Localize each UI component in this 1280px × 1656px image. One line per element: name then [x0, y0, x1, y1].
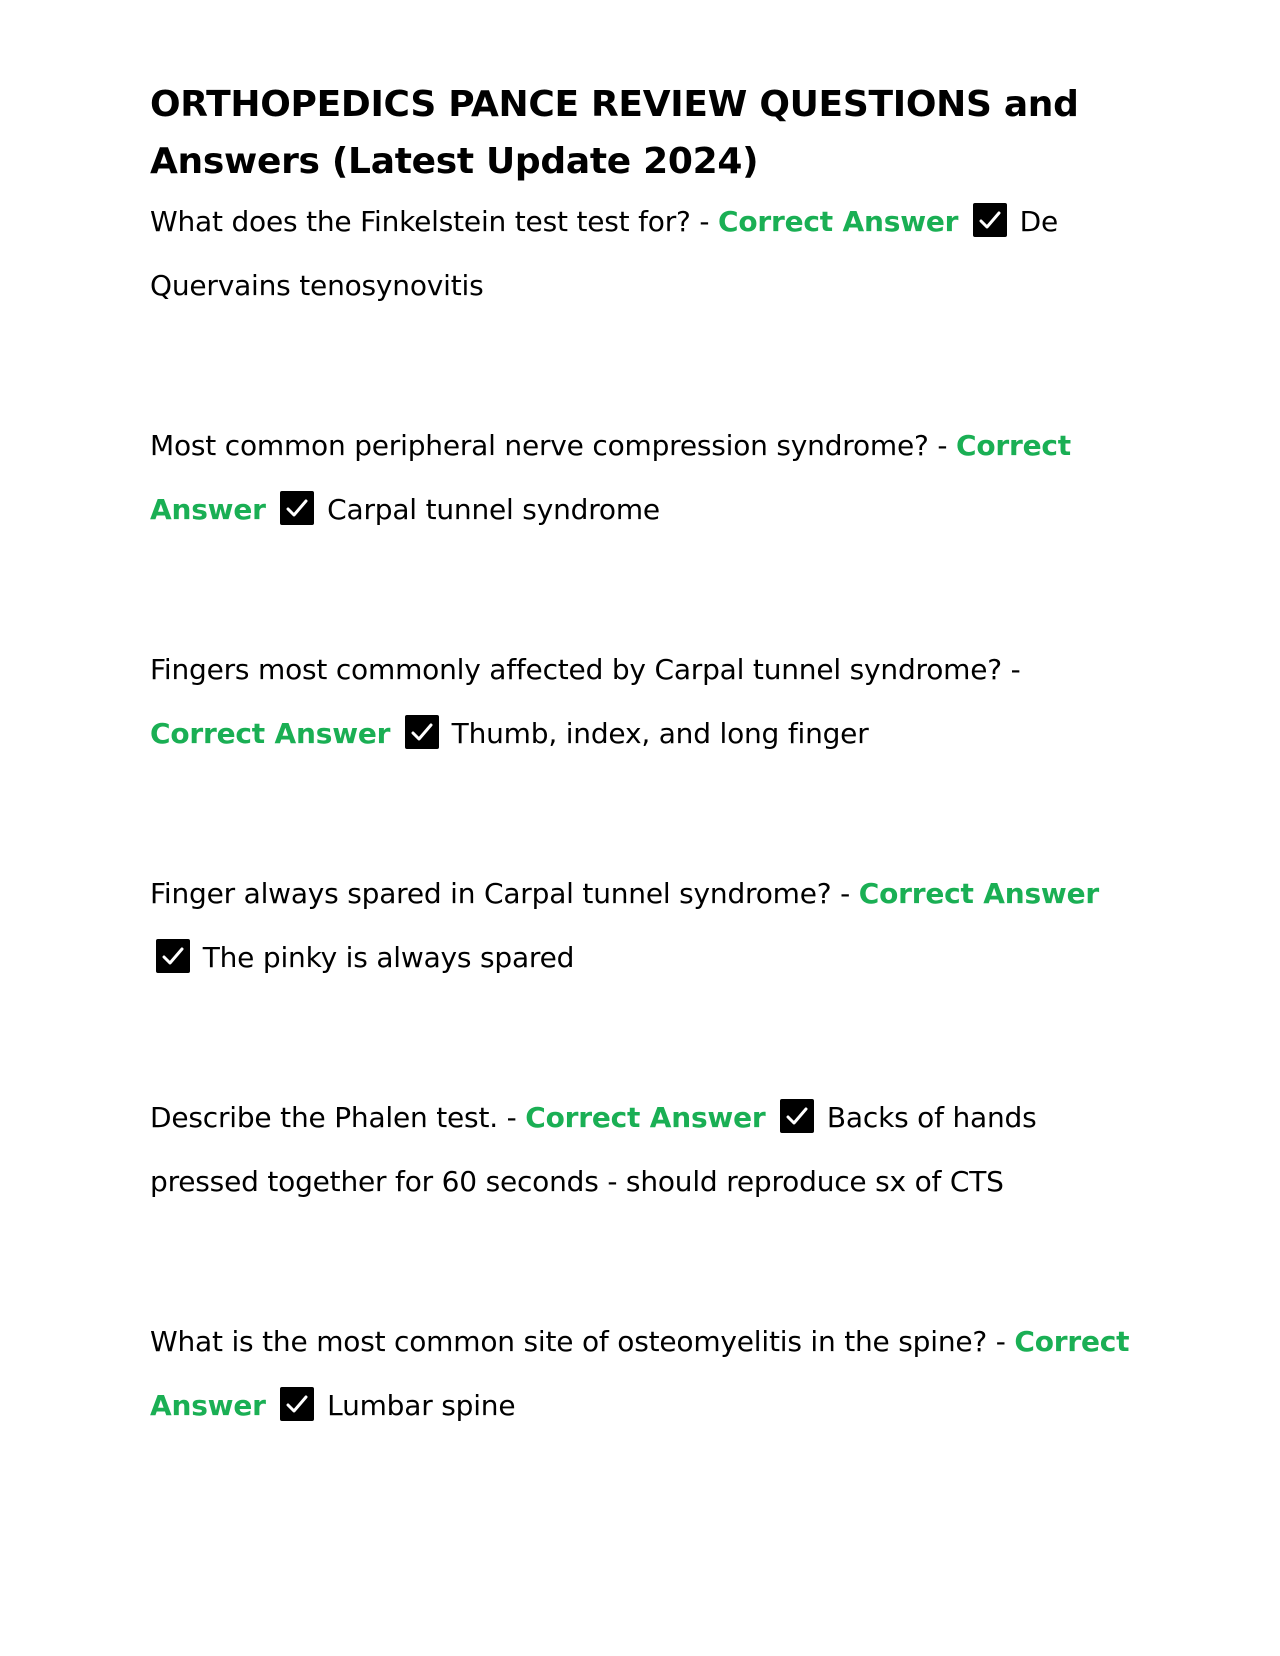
check-box-icon: [780, 1099, 814, 1133]
answer-text: The pinky is always spared: [202, 941, 575, 974]
answer-text: Lumbar spine: [327, 1389, 516, 1422]
qa-item: [150, 1086, 1135, 1214]
check-box-icon: [280, 491, 314, 525]
qa-item: [150, 862, 1135, 990]
correct-answer-label: Correct Answer: [718, 205, 959, 238]
question-text: What is the most common site of osteomyelitis in the spine? -: [150, 1325, 1006, 1358]
document-title: ORTHOPEDICS PANCE REVIEW QUESTIONS and Answers (Latest Update 2024): [150, 84, 1079, 182]
correct-answer-label: Correct Answer: [525, 1101, 766, 1134]
qa-item: [150, 1310, 1135, 1438]
answer-text: De Quervains tenosynovitis: [150, 205, 1059, 302]
answer-text: Backs of hands pressed together for 60 seconds - should reproduce sx of CTS: [150, 1101, 1037, 1198]
correct-answer-label: Correct Answer: [150, 429, 1071, 526]
question-text: What does the Finkelstein test test for? -: [150, 205, 710, 238]
qa-item: [150, 190, 1135, 318]
answer-text: Thumb, index, and long finger: [451, 717, 869, 750]
question-text: Finger always spared in Carpal tunnel syndrome? -: [150, 877, 851, 910]
correct-answer-label: Correct Answer: [858, 877, 1099, 910]
check-box-icon: [405, 715, 439, 749]
correct-answer-label: Correct Answer: [150, 717, 391, 750]
answer-text: Carpal tunnel syndrome: [327, 493, 660, 526]
question-text: Most common peripheral nerve compression syndrome? -: [150, 429, 948, 462]
check-box-icon: [156, 939, 190, 973]
check-box-icon: [973, 203, 1007, 237]
qa-item: [150, 638, 1135, 766]
check-box-icon: [280, 1387, 314, 1421]
qa-item: [150, 414, 1135, 542]
correct-answer-label: Correct Answer: [150, 1325, 1130, 1422]
question-text: Fingers most commonly affected by Carpal tunnel syndrome? -: [150, 653, 1021, 686]
document-page: [150, 76, 1135, 1438]
question-text: Describe the Phalen test. -: [150, 1101, 517, 1134]
